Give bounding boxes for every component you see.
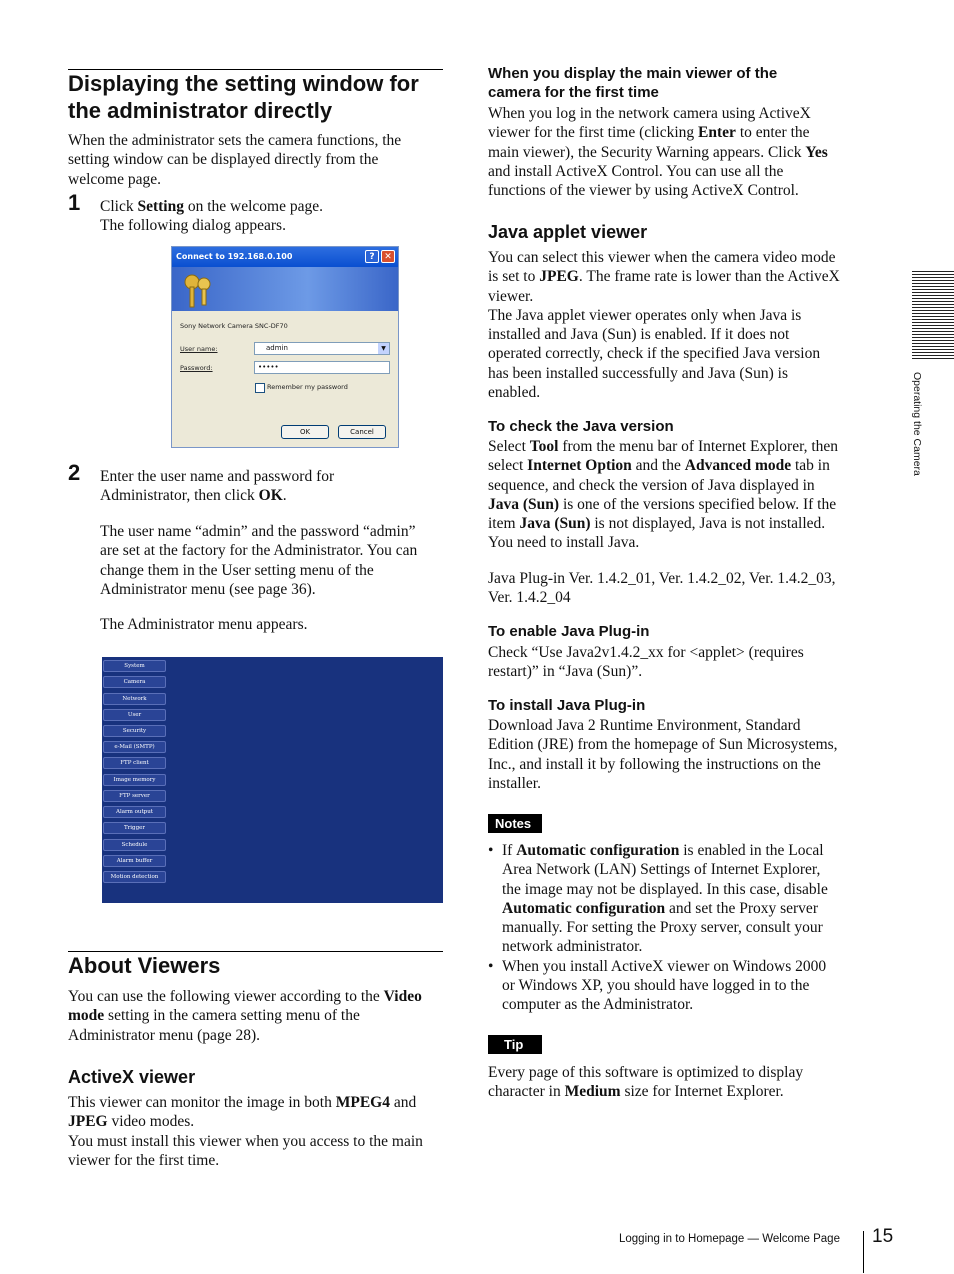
step-number: 2	[68, 460, 81, 485]
step-text: Enter the user name and password for Administrator, then click OK.	[100, 468, 335, 505]
list-item: • If Automatic configuration is enabled in the Local Area Network (LAN) Settings of Internet Explorer, the image may not be displayed. In this case, disable Automatic configuration and set the Proxy server manually. For setting the Proxy server, consult your network administrator.	[488, 841, 868, 957]
tip-paragraph: Every page of this software is optimized to display character in Medium size for Internet Explorer.	[488, 1064, 804, 1101]
first-time-paragraph: When you log in the network camera using ActiveX viewer for the first time (clicking Enter to enter the main viewer), the Security Warning appears. Click Yes and install ActiveX Control. You can use all the functions of the viewer by using ActiveX Control.	[488, 105, 828, 200]
footer-divider	[863, 1231, 864, 1273]
footer-section: Logging in to Homepage — Welcome Page	[619, 1233, 840, 1245]
password-field[interactable]: •••••	[254, 361, 390, 374]
menu-item-motion-detection[interactable]: Motion detection	[103, 871, 166, 883]
dialog-banner	[172, 267, 398, 311]
section-title: Displaying the setting window for the administrator directly	[68, 71, 419, 123]
menu-item-ftp-client[interactable]: FTP client	[103, 757, 166, 769]
menu-item-system[interactable]: System	[103, 660, 166, 672]
close-icon[interactable]: ✕	[381, 250, 395, 263]
menu-item-camera[interactable]: Camera	[103, 676, 166, 688]
intro-paragraph: When the administrator sets the camera functions, the setting window can be displayed directly from the welcome page.	[68, 132, 402, 188]
step-text: Click Setting on the welcome page. The following dialog appears.	[100, 198, 323, 235]
notes-list	[488, 841, 868, 1015]
menu-item-network[interactable]: Network	[103, 693, 166, 705]
ok-button[interactable]: OK	[281, 425, 329, 439]
viewers-intro: You can use the following viewer according to the Video mode setting in the camera setting menu of the Administrator menu (page 28).	[68, 988, 422, 1044]
remember-checkbox[interactable]	[255, 383, 265, 393]
login-dialog	[171, 246, 399, 448]
menu-item-user[interactable]: User	[103, 709, 166, 721]
install-plugin-heading: To install Java Plug-in	[488, 697, 646, 714]
activex-heading: ActiveX viewer	[68, 1067, 196, 1087]
tip-badge: Tip	[488, 1035, 542, 1054]
keys-icon	[178, 270, 218, 310]
enable-plugin-heading: To enable Java Plug-in	[488, 623, 650, 640]
menu-item-alarm-buffer[interactable]: Alarm buffer	[103, 855, 166, 867]
first-time-heading: When you display the main viewer of the camera for the first time	[488, 65, 778, 101]
menu-item-ftp-server[interactable]: FTP server	[103, 790, 166, 802]
sidebar-tab-lines	[912, 271, 954, 361]
list-item: • When you install ActiveX viewer on Windows 2000 or Windows XP, you should have logged in to the computer as the Administrator.	[488, 957, 868, 1015]
notes-badge: Notes	[488, 814, 542, 833]
activex-paragraph: This viewer can monitor the image in both MPEG4 and JPEG video modes. You must install this viewer when you access to the main viewer for the first time.	[68, 1094, 423, 1169]
java-heading: Java applet viewer	[488, 222, 648, 242]
check-version-paragraph: Select Tool from the menu bar of Internet Explorer, then select Internet Option and the Advanced mode tab in sequence, and check the version of Java displayed in Java (Sun) is one of the versions specified below. If the item Java (Sun) is not displayed, Java is not installed. You need to install Java.	[488, 438, 839, 552]
menu-item-alarm-output[interactable]: Alarm output	[103, 806, 166, 818]
section-title: About Viewers	[68, 953, 221, 978]
menu-item-security[interactable]: Security	[103, 725, 166, 737]
install-plugin-paragraph: Download Java 2 Runtime Environment, Standard Edition (JRE) from the homepage of Sun Microsystems, Inc., and install it by following the instructions on the installer.	[488, 717, 838, 792]
admin-menu-caption: The Administrator menu appears.	[100, 616, 308, 633]
factory-credentials-paragraph: The user name “admin” and the password “admin” are set at the factory for the Administrator. You can change them in the User setting menu of the Administrator menu (see page 36).	[100, 523, 418, 598]
chevron-down-icon[interactable]: ▼	[378, 343, 389, 354]
menu-item-schedule[interactable]: Schedule	[103, 839, 166, 851]
enable-plugin-paragraph: Check “Use Java2v1.4.2_xx for <applet> (requires restart)” in “Java (Sun)”.	[488, 644, 804, 681]
admin-menu-screenshot	[102, 657, 443, 903]
help-icon[interactable]: ?	[365, 250, 379, 263]
user-name-field[interactable]: admin ▼	[254, 342, 390, 355]
page-number: 15	[872, 1226, 894, 1247]
check-version-heading: To check the Java version	[488, 418, 674, 435]
menu-item-image-memory[interactable]: Image memory	[103, 774, 166, 786]
menu-item-email[interactable]: e-Mail (SMTP)	[103, 741, 166, 753]
camera-name: Sony Network Camera SNC-DF70	[180, 322, 288, 330]
sidebar-tab-label: Operating the Camera	[911, 372, 923, 476]
remember-label: Remember my password	[267, 383, 348, 391]
user-label: User name:	[180, 345, 218, 353]
step-number: 1	[68, 190, 81, 215]
menu-item-trigger[interactable]: Trigger	[103, 822, 166, 834]
cancel-button[interactable]: Cancel	[338, 425, 386, 439]
dialog-titlebar: Connect to 192.168.0.100 ? ✕	[172, 247, 398, 267]
versions-paragraph: Java Plug-in Ver. 1.4.2_01, Ver. 1.4.2_02, Ver. 1.4.2_03, Ver. 1.4.2_04	[488, 570, 836, 607]
password-label: Password:	[180, 364, 213, 372]
java-paragraph: You can select this viewer when the camera video mode is set to JPEG. The frame rate is lower than the ActiveX viewer. The Java applet viewer operates only when Java is installed and Java (Sun) is enabled. If it does not operated correctly, check if the specified Java version has been installed successfully and Java (Sun) is enabled.	[488, 249, 840, 402]
